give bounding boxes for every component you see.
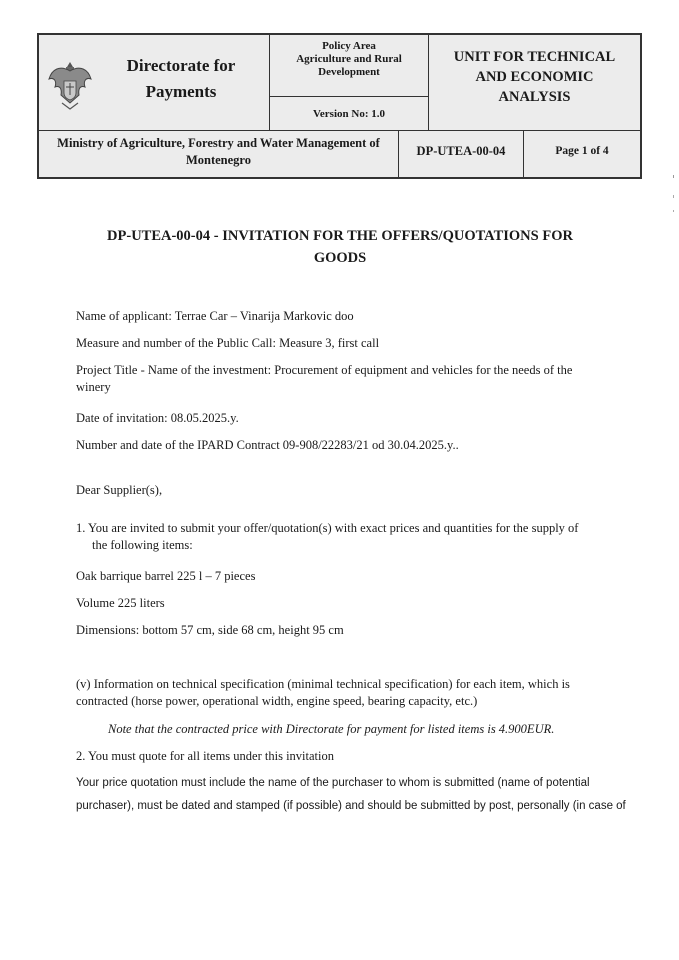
goods-volume: Volume 225 liters: [76, 596, 165, 610]
policy-line3: Development: [318, 66, 380, 78]
public-call-measure: Measure and number of the Public Call: Measure 3, first call: [76, 336, 380, 350]
project-title-line2: winery: [76, 380, 111, 394]
ministry-line1: Ministry of Agriculture, Forestry and Water Management of: [57, 136, 380, 150]
directorate-cell: [39, 35, 270, 131]
unit-line1: UNIT FOR TECHNICAL: [453, 49, 616, 65]
unit-line2: AND ECONOMIC: [475, 69, 594, 85]
quotation-requirements-line1: Your price quotation must include the name of the purchaser to whom is submitted (name of potential: [76, 777, 590, 789]
policy-line2: Agriculture and Rural: [296, 53, 402, 65]
unit-cell: [429, 35, 640, 131]
quotation-requirements-line2: purchaser), must be dated and stamped (if possible) and should be submitted by post, personally (in case of: [76, 800, 626, 812]
page-number-cell: [524, 131, 640, 177]
salutation: Dear Supplier(s),: [76, 483, 163, 497]
ipard-contract: Number and date of the IPARD Contract 09-908/22283/21 od 30.04.2025.y..: [76, 438, 459, 452]
unit-line3: ANALYSIS: [498, 89, 571, 105]
policy-area-cell: [270, 35, 429, 131]
applicant-name: Name of applicant: Terrae Car – Vinarija Markovic doo: [76, 309, 354, 323]
technical-spec-line2: contracted (horse power, operational width, engine speed, bearing capacity, etc.): [76, 694, 478, 708]
ministry-name: [39, 135, 398, 169]
directorate-title: [97, 53, 265, 105]
item1-line2: the following items:: [92, 538, 193, 552]
ministry-cell: [39, 131, 399, 177]
item1-line1: 1. You are invited to submit your offer/quotation(s) with exact prices and quantities for the supply of: [76, 521, 579, 535]
document-title-line2: GOODS: [313, 250, 367, 266]
document-title: [70, 225, 610, 269]
directorate-title-line1: Directorate for: [126, 56, 236, 75]
header-table: [37, 33, 642, 179]
goods-dimensions: Dimensions: bottom 57 cm, side 68 cm, height 95 cm: [76, 623, 344, 637]
contracted-price-note: Note that the contracted price with Directorate for payment for listed items is 4.900EUR.: [108, 722, 555, 736]
doc-code: DP-UTEA-00-04: [416, 144, 506, 158]
unit-title: [429, 47, 640, 107]
document-title-line1: DP-UTEA-00-04 - INVITATION FOR THE OFFERS/QUOTATIONS FOR: [107, 228, 573, 244]
project-title-line1: Project Title - Name of the investment: Procurement of equipment and vehicles for the needs of the: [76, 363, 573, 377]
page-number: Page 1 of 4: [555, 145, 609, 157]
doc-code-cell: [399, 131, 524, 177]
item2: 2. You must quote for all items under this invitation: [76, 749, 334, 763]
version-label: Version No: 1.0: [312, 108, 385, 120]
technical-spec-line1: (v) Information on technical specification (minimal technical specification) for each item, which is: [76, 677, 570, 691]
policy-area-label: [270, 35, 428, 97]
directorate-title-line2: Payments: [145, 82, 217, 101]
policy-line1: Policy Area: [322, 40, 376, 52]
invitation-date: Date of invitation: 08.05.2025.y.: [76, 411, 239, 425]
scan-edge-marks: [671, 175, 677, 235]
coat-of-arms-logo: [46, 59, 94, 111]
ministry-line2: Montenegro: [185, 153, 252, 167]
goods-item: Oak barrique barrel 225 l – 7 pieces: [76, 569, 256, 583]
